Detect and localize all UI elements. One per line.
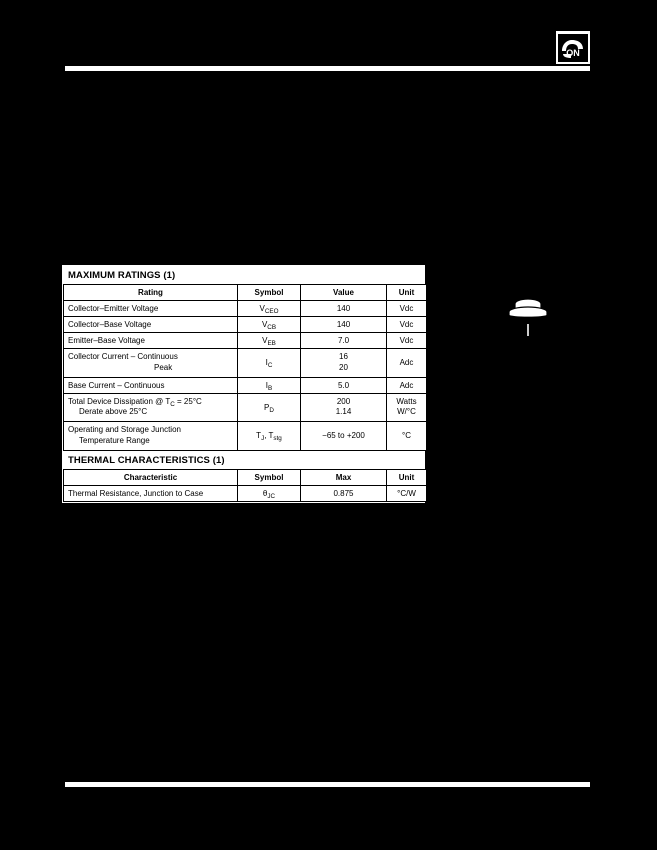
svg-text:ON: ON xyxy=(566,47,580,58)
rating-symbol xyxy=(238,422,301,451)
header-rule xyxy=(65,66,590,71)
rating-label: Collector–Base Voltage xyxy=(64,317,238,333)
rating-unit: Vdc xyxy=(387,333,427,349)
table-row xyxy=(64,317,427,333)
table-header-row xyxy=(64,469,427,485)
symbol-base: T xyxy=(256,431,262,441)
thermal-characteristics-table xyxy=(63,469,427,502)
table-row xyxy=(64,485,427,501)
header-max: Max xyxy=(301,469,387,485)
table-row xyxy=(64,333,427,349)
rating-unit: Vdc xyxy=(387,301,427,317)
rating-symbol xyxy=(238,393,301,422)
symbol-base-2: , T xyxy=(264,431,274,441)
header-symbol: Symbol xyxy=(238,285,301,301)
table-row xyxy=(64,393,427,422)
rating-unit-line2: W/°C xyxy=(397,407,416,417)
thermal-characteristics-title-note: (1) xyxy=(212,454,225,466)
symbol-base: θ xyxy=(262,488,268,498)
rating-unit: Adc xyxy=(387,377,427,393)
symbol-sub-2: stg xyxy=(273,435,282,443)
rating-label: Collector–Emitter Voltage xyxy=(64,301,238,317)
rating-value: 140 xyxy=(301,301,387,317)
maximum-ratings-title xyxy=(63,266,424,284)
thermal-characteristics-title xyxy=(63,451,424,469)
symbol-sub: CEO xyxy=(264,308,279,315)
rating-label-line2: Temperature Range xyxy=(79,435,150,445)
table-row xyxy=(64,377,427,393)
header-value: Value xyxy=(301,285,387,301)
rating-value-line2: 20 xyxy=(339,362,348,372)
rating-value: 5.0 xyxy=(301,377,387,393)
symbol-base: I xyxy=(265,358,268,368)
rating-unit: Vdc xyxy=(387,317,427,333)
symbol-sub: B xyxy=(268,384,273,392)
table-row xyxy=(64,349,427,378)
rating-label: Base Current – Continuous xyxy=(64,377,238,393)
ratings-tables xyxy=(62,265,425,503)
rating-value xyxy=(301,393,387,422)
rating-value-line1: 16 xyxy=(339,352,348,361)
characteristic-unit: °C/W xyxy=(387,485,427,501)
header-unit: Unit xyxy=(387,469,427,485)
rating-value: −65 to +200 xyxy=(301,422,387,451)
table-header-row xyxy=(64,285,427,301)
header-characteristic: Characteristic xyxy=(64,469,238,485)
table-row xyxy=(64,301,427,317)
characteristic-max: 0.875 xyxy=(301,485,387,501)
rating-value-line1: 200 xyxy=(336,396,351,406)
symbol-sub: C xyxy=(267,362,273,370)
thermal-characteristics-title-text: THERMAL CHARACTERISTICS xyxy=(68,454,210,466)
rating-value: 7.0 xyxy=(301,333,387,349)
maximum-ratings-title-note: (1) xyxy=(163,270,176,281)
header-rating: Rating xyxy=(64,285,238,301)
rating-symbol xyxy=(238,317,301,333)
rating-label-line2: Derate above 25°C xyxy=(79,407,148,417)
symbol-sub: D xyxy=(269,406,274,414)
rating-unit: °C xyxy=(387,422,427,451)
rating-value xyxy=(301,349,387,378)
rating-symbol xyxy=(238,349,301,378)
characteristic-symbol xyxy=(238,485,301,501)
footer-rule xyxy=(65,782,590,787)
rating-label-line2: Peak xyxy=(154,362,173,372)
maximum-ratings-table xyxy=(63,284,427,451)
symbol-sub: J xyxy=(261,435,265,443)
characteristic-label: Thermal Resistance, Junction to Case xyxy=(64,485,238,501)
on-semiconductor-logo xyxy=(556,31,590,64)
rating-label-sub: C xyxy=(170,400,175,408)
symbol-base: P xyxy=(264,402,270,412)
symbol-sub: JC xyxy=(267,492,276,500)
rating-value-line2: 1.14 xyxy=(335,407,352,417)
rating-symbol xyxy=(238,301,301,317)
rating-symbol xyxy=(238,377,301,393)
rating-label xyxy=(64,349,238,378)
maximum-ratings-title-text: MAXIMUM RATINGS xyxy=(68,270,161,281)
rating-label xyxy=(64,393,238,422)
rating-value: 140 xyxy=(301,317,387,333)
symbol-base: V xyxy=(259,304,265,313)
header-unit: Unit xyxy=(387,285,427,301)
rating-label-line1: Total Device Dissipation @ T xyxy=(68,396,171,406)
rating-unit xyxy=(387,393,427,422)
symbol-sub: EB xyxy=(267,340,276,347)
rating-label-line1: Operating and Storage Junction xyxy=(68,425,181,435)
symbol-base: V xyxy=(262,336,268,345)
rating-unit-line1: Watts xyxy=(396,396,417,406)
rating-label: Emitter–Base Voltage xyxy=(64,333,238,349)
rating-unit: Adc xyxy=(387,349,427,378)
rating-label-line1: Collector Current – Continuous xyxy=(68,352,178,361)
rating-label-tail: = 25°C xyxy=(174,396,202,406)
header-symbol: Symbol xyxy=(238,469,301,485)
rating-symbol xyxy=(238,333,301,349)
symbol-base: I xyxy=(265,380,269,390)
symbol-base: V xyxy=(261,320,268,329)
table-row xyxy=(64,422,427,451)
transistor-package-drawing xyxy=(506,292,550,344)
symbol-sub: CB xyxy=(267,324,277,331)
rating-label xyxy=(64,422,238,451)
